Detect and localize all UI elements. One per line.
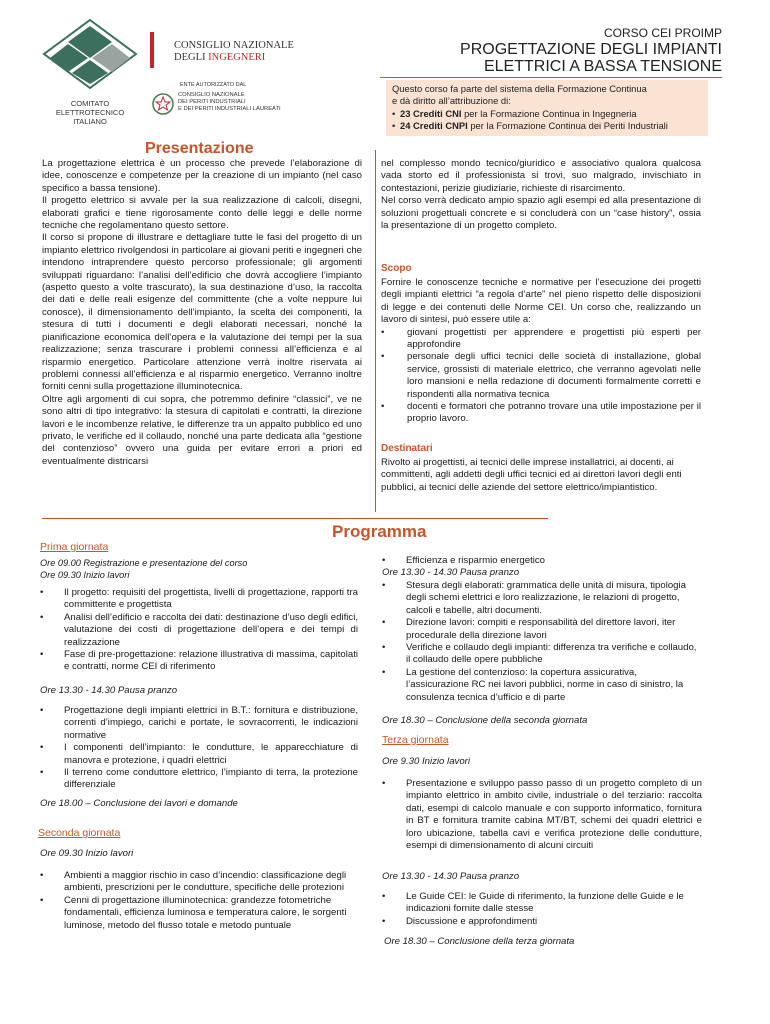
day1-item: • Il terreno come conduttore elettrico, l’impianto di terra, la protezione differenziale — [40, 767, 358, 792]
day1-item: • Progettazione degli impianti elettrici in B.T.: fornitura e distribuzione, correnti d’impiego, carichi e portate, le sovracorrenti, le indicazioni normative — [40, 705, 358, 742]
presentazione-paragraph: nel complesso mondo tecnico/giuridico e associativo qualora qualcosa vada storto ed il professionista si trovi, suo malgrado, invischiato in contestazioni, perizie giudiziarie, richieste di risarcimento. — [381, 158, 701, 194]
day2-list-b — [382, 580, 702, 704]
day2-title: Seconda giornata — [38, 827, 121, 839]
scopo-item: • giovani progettisti per apprendere e progettisti più esperti per approfondire — [381, 327, 701, 352]
authorized-label: ENTE AUTORIZZATO DAL — [180, 82, 247, 88]
credits-box: Questo corso fa parte del sistema della Formazione Continua e dà diritto all’attribuzione di: • 23 Crediti CNI per la Formazione Continua in Ingegneria • 24 Crediti CNPI per la Formazione Continua dei Periti Industriali — [386, 80, 708, 136]
cni-credits-desc: per la Formazione Continua in Ingegneria — [461, 107, 637, 119]
cni-credits: 23 Crediti CNI — [400, 107, 462, 119]
cnpi-logo — [150, 82, 292, 126]
presentazione-right — [381, 158, 701, 232]
day1-title: Prima giornata — [40, 541, 109, 553]
cni-line2a: DEGLI — [174, 52, 209, 63]
day2-end: Ore 18.30 – Conclusione della seconda giornata — [382, 715, 588, 726]
day1-item: • I componenti dell’impianto: le condutture, le apparecchiature di manovra e protezione, i quadri elettrici — [40, 742, 358, 767]
day2-item: • Direzione lavori: compiti e responsabilità del direttore lavori, iter procedurale della direzione lavori — [382, 617, 702, 642]
day2-list-a2 — [382, 555, 702, 567]
day1-pause: Ore 13.30 - 14.30 Pausa pranzo — [40, 685, 178, 696]
cei-diamond-icon — [40, 18, 140, 90]
scopo-item: • personale degli uffici tecnici delle società di installazione, global service, grossisti di materiale elettrico, che verranno agevolati nelle loro mansioni e nella redazione di documenti formalmente corretti e rispondenti alla normativa tecnica — [381, 351, 701, 401]
cni-line1: CONSIGLIO NAZIONALE — [174, 40, 294, 51]
day2-pause: Ore 13.30 - 14.30 Pausa pranzo — [382, 567, 520, 578]
column-divider — [375, 150, 376, 512]
cnpi-credits-desc: per la Formazione Continua dei Periti Industriali — [467, 120, 668, 132]
day2-item: • Cenni di progettazione illuminotecnica: grandezze fotometriche fondamentali, efficienza luminosa e temperatura calore, le sorgenti luminose, metodo del flusso totale e metodo puntuale — [40, 895, 358, 932]
page-title-line2: ELETTRICI A BASSA TENSIONE — [483, 58, 722, 75]
day2-item: • Efficienza e risparmio energetico — [382, 555, 702, 567]
presentazione-paragraph: Nel corso verrà dedicato ampio spazio agli esempi ed alla presentazione di soluzioni progettuali concrete e si concluderà con un “case history”, ossia la presentazione di un progetto completo. — [381, 195, 701, 232]
credits-intro: e dà diritto all’attribuzione di: — [392, 95, 511, 107]
presentazione-paragraph: Oltre agli argomenti di cui sopra, che potremmo definire “classici”, ve ne sono altri di tipo integrativo: la stesura di capitolati e contratti, la direzione lavori e le incombenze relative, le differenze tra un appalto pubblico ed uno privato, le verifiche ed il collaudo, nonché una parte dedicata alla “gestione del contenzioso” ovvero una guida per evitare errori a priori ed eventualmente districarsi — [42, 393, 362, 467]
programma-rule — [42, 518, 548, 519]
day2-item: • Verifiche e collaudo degli impianti: differenza tra verifiche e collaudo, il collaudo delle opere pubbliche — [382, 642, 702, 667]
cni-mark-icon — [150, 32, 154, 68]
cnpi-line: DEI PERITI INDUSTRIALI — [178, 99, 246, 105]
cnpi-credits: 24 Crediti CNPI — [400, 120, 468, 132]
cnpi-line: CONSIGLIO NAZIONALE — [178, 92, 245, 98]
day3-item: • Discussione e approfondimenti — [382, 916, 702, 928]
day3-list-b — [382, 891, 702, 928]
header-rule — [380, 77, 722, 78]
day1-item: • Fase di pre-progettazione: relazione illustrativa di massima, capitolati e contratti, norme CEI di riferimento — [40, 649, 358, 674]
cei-logo — [40, 18, 140, 128]
day2-item: • La gestione del contenzioso: la copertura assicurativa, l’assicurazione RC nei lavori pubblici, norme in caso di sinistro, la consulenza tecnica d’ufficio e di parte — [382, 667, 702, 704]
day2-item: • Ambienti a maggior rischio in caso d’incendio: classificazione degli ambienti, prescrizioni per le condutture, specifiche delle protezioni — [40, 870, 358, 895]
day3-pause: Ore 13.30 - 14.30 Pausa pranzo — [382, 871, 520, 882]
day3-list-a — [382, 778, 702, 852]
cei-name-line: ELETTROTECNICO — [55, 108, 125, 117]
day1-item: • Il progetto: requisiti del progettista, livelli di progettazione, rapporti tra committente e progettista — [40, 587, 358, 612]
scopo-intro: Fornire le conoscenze tecniche e normative per l’esecuzione dei progetti degli impianti elettrici “a regola d’arte” nel pieno rispetto delle disposizioni di legge e dei contenuti delle Norme CEI. Un corso che, realizzando un lavoro di sintesi, può essere utile a: — [381, 277, 701, 326]
day3-item: • Presentazione e sviluppo passo passo di un progetto completo di un impianto elettrico in ambito civile, industriale o del terziario: raccolta dati, esempi di calcolo manuale e con supporto informatico, fornitura in BT e fornitura tramite cabina MT/BT, schemi dei quadri elettrici e loro ubicazione, tabella cavi e verifica protezione delle condutture, esempi di dimensionamento di alcuni circuiti — [382, 778, 702, 852]
presentazione-paragraph: Il progetto elettrico si avvale per la sua realizzazione di calcoli, disegni, elaborati grafici e tiene rigorosamente conto delle leggi e delle norme tecniche che regolamentano questo settore. — [42, 195, 362, 232]
day3-item: • Le Guide CEI: le Guide di riferimento, la funzione delle Guide e le indicazioni fornite dalle stesse — [382, 891, 702, 916]
course-label: CORSO CEI PROIMP — [603, 26, 722, 40]
presentazione-paragraph: La progettazione elettrica è un processo che prevede l’elaborazione di idee, conoscenze e competenze per la creazione di un impianto (nel caso specifico a bassa tensione). — [42, 158, 362, 194]
day2-list-a — [40, 870, 358, 932]
page-title-line1: PROGETTAZIONE DEGLI IMPIANTI — [460, 41, 722, 58]
day1-list-b — [40, 705, 358, 792]
scopo-item: • docenti e formatori che potranno trovare una utile impostazione per il proprio lavoro. — [381, 401, 701, 426]
day1-time: Ore 09.00 Registrazione e presentazione del corso — [40, 558, 248, 568]
day1-time: Ore 09.30 Inizio lavori — [40, 570, 130, 580]
presentazione-left — [42, 158, 362, 468]
cnpi-line: E DEI PERITI INDUSTRIALI LAUREATI — [178, 106, 281, 112]
cei-name-line: COMITATO — [70, 99, 110, 108]
cni-line2b: INGEGNERI — [208, 52, 266, 63]
day2-item: • Stesura degli elaborati: grammatica delle unità di misura, tipologia degli schemi elettrici e loro realizzazione, le relazioni di progetto, calcoli e tabelle, altri documenti. — [382, 580, 702, 617]
day3-time: Ore 9.30 Inizio lavori — [382, 756, 470, 767]
scopo-body — [381, 277, 701, 426]
credits-intro: Questo corso fa parte del sistema della Formazione Continua — [392, 83, 647, 94]
italian-emblem-icon — [152, 92, 174, 116]
day3-end: Ore 18.30 – Conclusione della terza giornata — [384, 936, 575, 947]
destinatari-title: Destinatari — [381, 443, 433, 454]
cni-logo — [150, 32, 300, 68]
day1-list-a — [40, 587, 358, 674]
presentazione-paragraph: Il corso si propone di illustrare e dettagliare tutte le fasi del progetto di un impianto elettrico rivolgendosi in particolare ai giovani periti e ingegneri che intendono intraprendere questo percorso professionale; gli argomenti sviluppati riguardano: l’analisi dell’edificio che dovrà accogliere l’impianto (aspetto questo a volte trascurato), la sua destinazione d’uso, la raccolta dei dati e delle reali esigenze del committente (che a volte neppure lui conosce), il dimensionamento dell’impianto, la scelta dei componenti, la stesura di tutti i documenti e degli elaborati necessari, nonché la pianificazione economica dell’opera e la valutazione dei tempi per la sua realizzazione; senza trascurare i problemi connessi all’efficienza e al risparmio energetico. Particolare attenzione verrà inoltre riservata ai problemi connessi all’efficienza e al risparmio energetico. Verranno inoltre forniti cenni sulla progettazione illuminotecnica. — [42, 232, 362, 393]
cei-name-line: ITALIANO — [73, 117, 107, 126]
day1-item: • Analisi dell’edificio e raccolta dei dati: destinazione d’uso degli edifici, valutazione dei costi di progettazione dell’opera e dei tempi di realizzazione — [40, 612, 358, 649]
presentazione-title: Presentazione — [145, 140, 254, 157]
day1-end: Ore 18.00 – Conclusione dei lavori e domande — [40, 798, 238, 809]
programma-title: Programma — [332, 522, 427, 541]
destinatari-text: Rivolto ai progettisti, ai tecnici delle imprese installatrici, ai docenti, ai committenti, agli addetti degli uffici tecnici ed ai direttori lavori degli enti pubblici, ai tecnici delle aziende del settore elettrico/impiantistico. — [381, 457, 682, 493]
scopo-title: Scopo — [381, 263, 412, 274]
day3-title: Terza giornata — [382, 734, 449, 746]
day2-time: Ore 09.30 Inizio lavori — [40, 848, 134, 859]
